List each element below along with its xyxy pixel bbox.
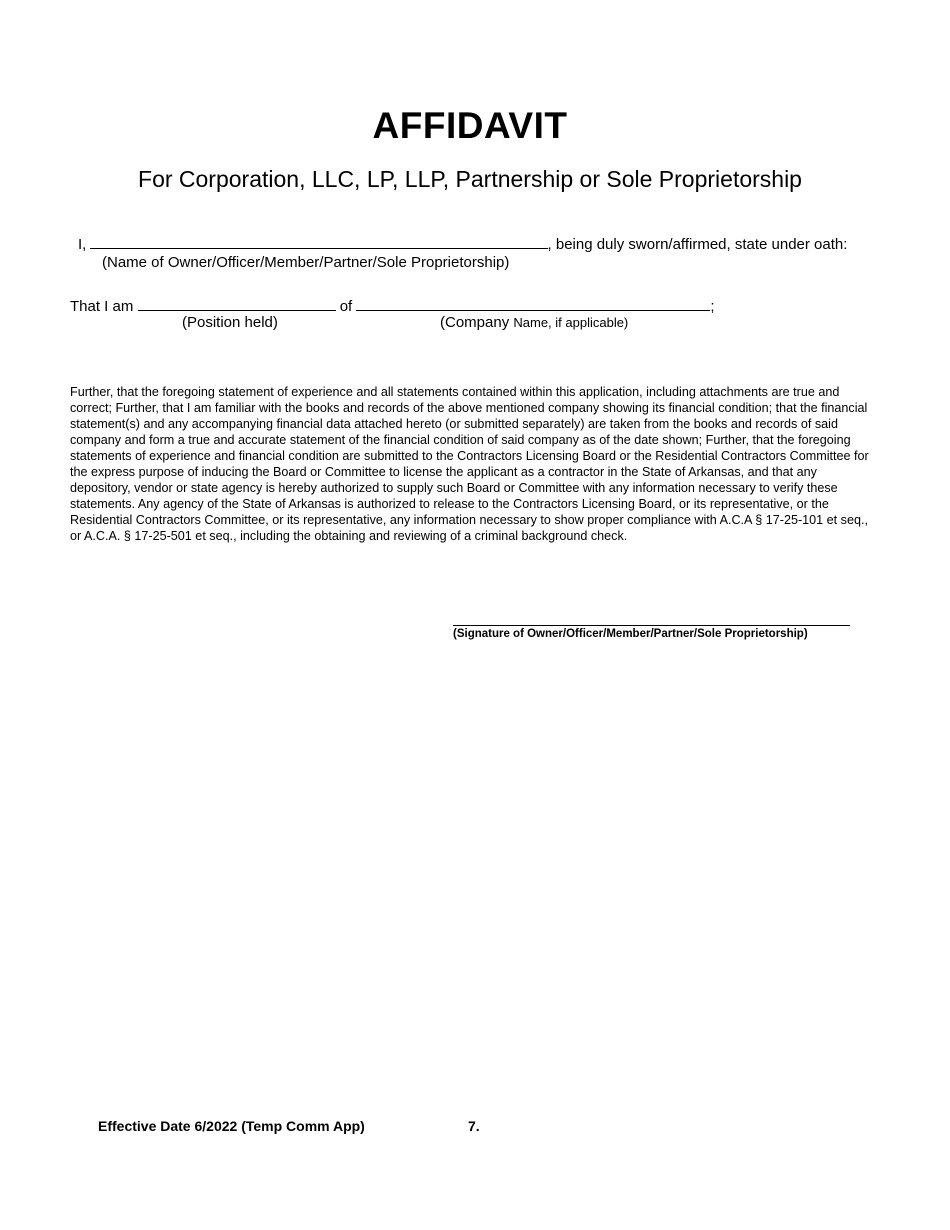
company-name-caption — [440, 314, 628, 331]
owner-name-field[interactable] — [90, 234, 548, 249]
position-prefix: That I am — [70, 298, 134, 315]
signature-line[interactable] — [453, 625, 850, 626]
effective-date: Effective Date 6/2022 (Temp Comm App) — [98, 1118, 365, 1134]
signature-caption: (Signature of Owner/Officer/Member/Partner/Sole Proprietorship) — [453, 628, 808, 640]
company-name-field[interactable] — [356, 296, 710, 311]
name-suffix: , being duly sworn/affirmed, state under oath: — [547, 236, 848, 253]
page-number: 7. — [468, 1118, 480, 1134]
position-statement-line — [70, 296, 715, 315]
name-prefix: I, — [78, 236, 87, 253]
affidavit-body-text: Further, that the foregoing statement of experience and all statements contained within this application, including attachments are true and correct; Further, that I am familiar with the books and records of the above mentioned company showing its financial condition; that the financial statement(s) and any accompanying financial data attached hereto (or submitted separately) are taken from the books and records of said company and form a true and accurate statement of the financial condition of said company as of the date shown; Further, that the foregoing statements of experience and financial condition are submitted to the Contractors Licensing Board or the Residential Contractors Committee for the express purpose of inducing the Board or Committee to license the applicant as a contractor in the State of Arkansas, and that any depository, vendor or state agency is hereby authorized to supply such Board or Committee with any information necessary to verify these statements. Any agency of the State of Arkansas is authorized to release to the Contractors Licensing Board, or its representative, or the Residential Contractors Committee, or its representative, any information necessary to show proper compliance with A.C.A § 17-25-101 et seq., or A.C.A. § 17-25-501 et seq., including the obtaining and reviewing of a criminal background check. — [70, 385, 869, 543]
company-caption-small: Name, if applicable) — [513, 315, 629, 330]
document-title: AFFIDAVIT — [372, 105, 568, 146]
position-held-field[interactable] — [138, 296, 336, 311]
name-statement-line — [78, 234, 847, 253]
company-caption-main: (Company — [440, 314, 510, 331]
document-subtitle: For Corporation, LLC, LP, LLP, Partnership or Sole Proprietorship — [138, 166, 802, 192]
owner-name-caption: (Name of Owner/Officer/Member/Partner/Sole Proprietorship) — [102, 254, 510, 271]
position-of: of — [339, 298, 353, 315]
position-held-caption: (Position held) — [182, 314, 278, 331]
position-suffix: ; — [710, 298, 715, 315]
